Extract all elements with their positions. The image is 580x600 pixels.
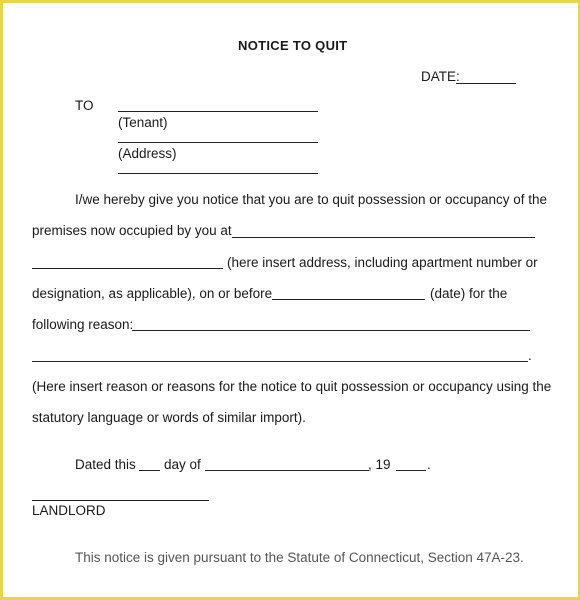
instructions-line-1: (Here insert reason or reasons for the notice to quit possession or occupancy using the [32,379,552,394]
date-label: DATE: [421,69,460,84]
day-of-label: day of [164,457,201,472]
paragraph-line-4b: (date) for the [430,286,508,301]
footer-statute-note: This notice is given pursuant to the Statute of Connecticut, Section 47A-23. [75,550,524,565]
date-field-line[interactable] [456,83,516,84]
instructions-line-2: statutory language or words of similar import). [32,410,306,425]
premises-address-line[interactable] [232,237,535,238]
dated-month-line[interactable] [205,470,369,471]
dated-this-label: Dated this [75,457,136,472]
dated-year-line[interactable] [396,470,426,471]
reason-line-end: . [528,348,532,363]
paragraph-line-1: I/we hereby give you notice that you are to quit possession or occupancy of the [75,192,548,207]
year-prefix-label: , 19 [368,457,391,472]
address-label: (Address) [118,146,177,161]
paragraph-line-3: (here insert address, including apartment number or [227,255,538,270]
landlord-label: LANDLORD [32,503,106,518]
landlord-signature-line[interactable] [32,500,209,501]
tenant-name-line[interactable] [118,111,318,112]
paragraph-line-2: premises now occupied by you at [32,223,232,238]
reason-label: following reason: [32,317,134,332]
dated-day-line[interactable] [139,470,160,471]
document-title: NOTICE TO QUIT [238,38,348,53]
premises-address-continued-line[interactable] [32,268,223,269]
dated-end-period: . [427,457,431,472]
tenant-label: (Tenant) [118,115,168,130]
reason-line-2[interactable] [32,361,528,362]
paragraph-line-4a: designation, as applicable), on or before [32,286,273,301]
to-label: TO [75,98,94,113]
tenant-address-line-1[interactable] [118,142,318,143]
reason-line-1[interactable] [132,330,530,331]
tenant-address-line-2[interactable] [118,173,318,174]
quit-date-line[interactable] [272,299,425,300]
